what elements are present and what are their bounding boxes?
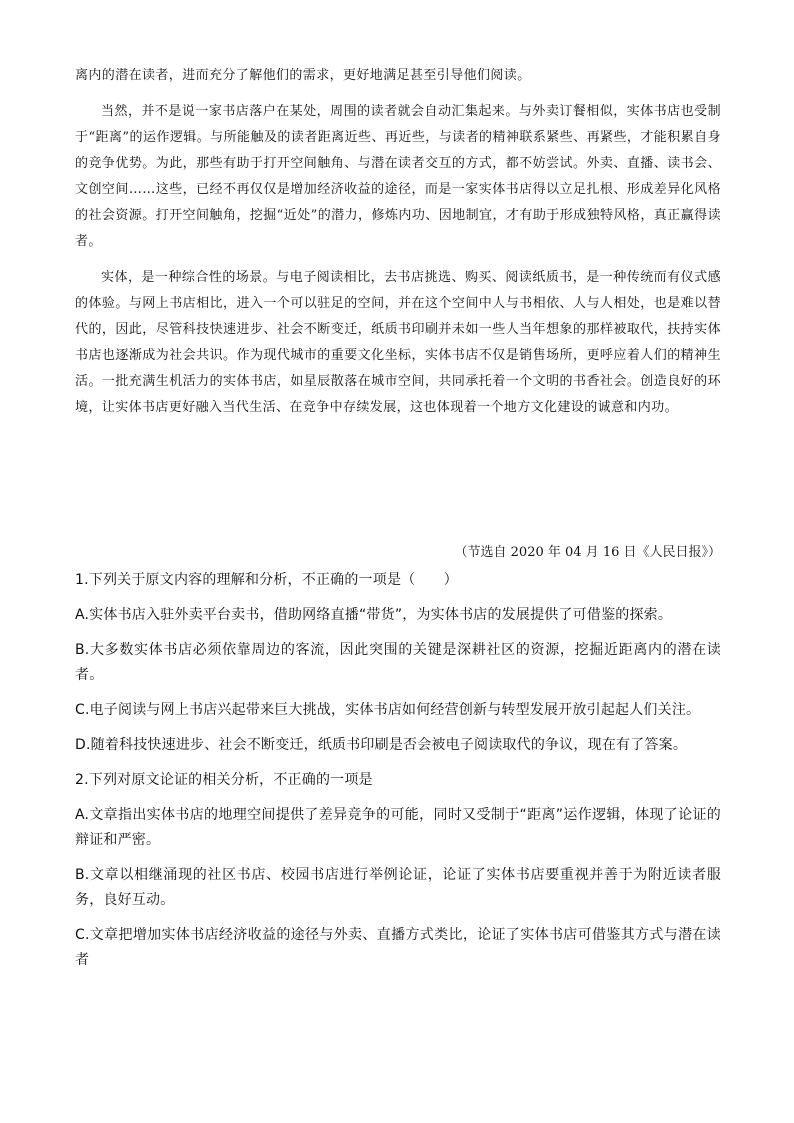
passage-paragraph-continued: 离内的潜在读者，进而充分了解他们的需求，更好地满足甚至引导他们阅读。 — [75, 68, 531, 83]
question-2-option-b: B.文章以相继涌现的社区书店、校园书店进行举例论证，论证了实体书店要重视并善于为附近读者服务，良好互动。 — [75, 867, 721, 908]
passage-paragraph-2: 当然，并不是说一家书店落户在某处，周围的读者就会自动汇集起来。与外卖订餐相似，实体书店也受制于“距离”的运作逻辑。与所能触及的读者距离近些、再近些，与读者的精神联系紧些、再紧些，才能积累自身的竞争优势。为此，那些有助于打开空间触角、与潜在读者交互的方式，都不妨尝试。外卖、直播、读书会、文创空间……这些，已经不再仅仅是增加经济收益的途径，而是一家实体书店得以立足扎根、形成差异化风格的社会资源。打开空间触角，挖掘“近处”的潜力，修炼内功、因地制宜，才有助于形成独特风格，真正赢得读者。 — [75, 104, 721, 249]
passage-paragraph-3: 实体，是一种综合性的场景。与电子阅读相比，去书店挑选、购买、阅读纸质书，是一种传统而有仪式感的体验。与网上书店相比，进入一个可以驻足的空间，并在这个空间中人与书相依、人与人相处，也是难以替代的，因此，尽管科技快速进步、社会不断变迁，纸质书印刷并未如一些人当年想象的那样被取代，扶持实体书店也逐渐成为社会共识。作为现代城市的重要文化坐标，实体书店不仅是销售场所，更呼应着人们的精神生活。一批充满生机活力的实体书店，如星辰散落在城市空间，共同承托着一个文明的书香社会。创造良好的环境，让实体书店更好融入当代生活、在竞争中存续发展，这也体现着一个地方文化建设的诚意和内功。 — [75, 270, 721, 415]
question-1-option-c: C.电子阅读与网上书店兴起带来巨大挑战，实体书店如何经营创新与转型发展开放引起起人们关注。 — [75, 702, 701, 718]
reading-passage — [75, 63, 721, 421]
question-2-option-c: C.文章把增加实体书店经济收益的途径与外卖、直播方式类比，论证了实体书店可借鉴其方式与潜在读者 — [75, 927, 721, 968]
question-1-option-d: D.随着科技快速进步、社会不断变迁，纸质书印刷是否会被电子阅读取代的争议，现在有了答案。 — [75, 737, 688, 753]
question-1-stem: 1.下列关于原文内容的理解和分析，不正确的一项是（ ） — [75, 572, 458, 588]
question-2-option-a: A.文章指出实体书店的地理空间提供了差异竞争的可能，同时又受制于“距离”运作逻辑，体现了论证的辩证和严密。 — [75, 807, 721, 848]
question-2-stem: 2.下列对原文论证的相关分析，不正确的一项是 — [75, 772, 373, 788]
question-1-option-a: A.实体书店入驻外卖平台卖书，借助网络直播“带货”，为实体书店的发展提供了可借鉴的探索。 — [75, 607, 673, 623]
passage-source: （节选自 2020 年 04 月 16 日《人民日报》） — [454, 545, 721, 560]
question-section — [75, 558, 721, 973]
question-1-option-b: B.大多数实体书店必须依靠周边的客流，因此突围的关键是深耕社区的资源，挖掘近距离内的潜在读者。 — [75, 642, 721, 683]
